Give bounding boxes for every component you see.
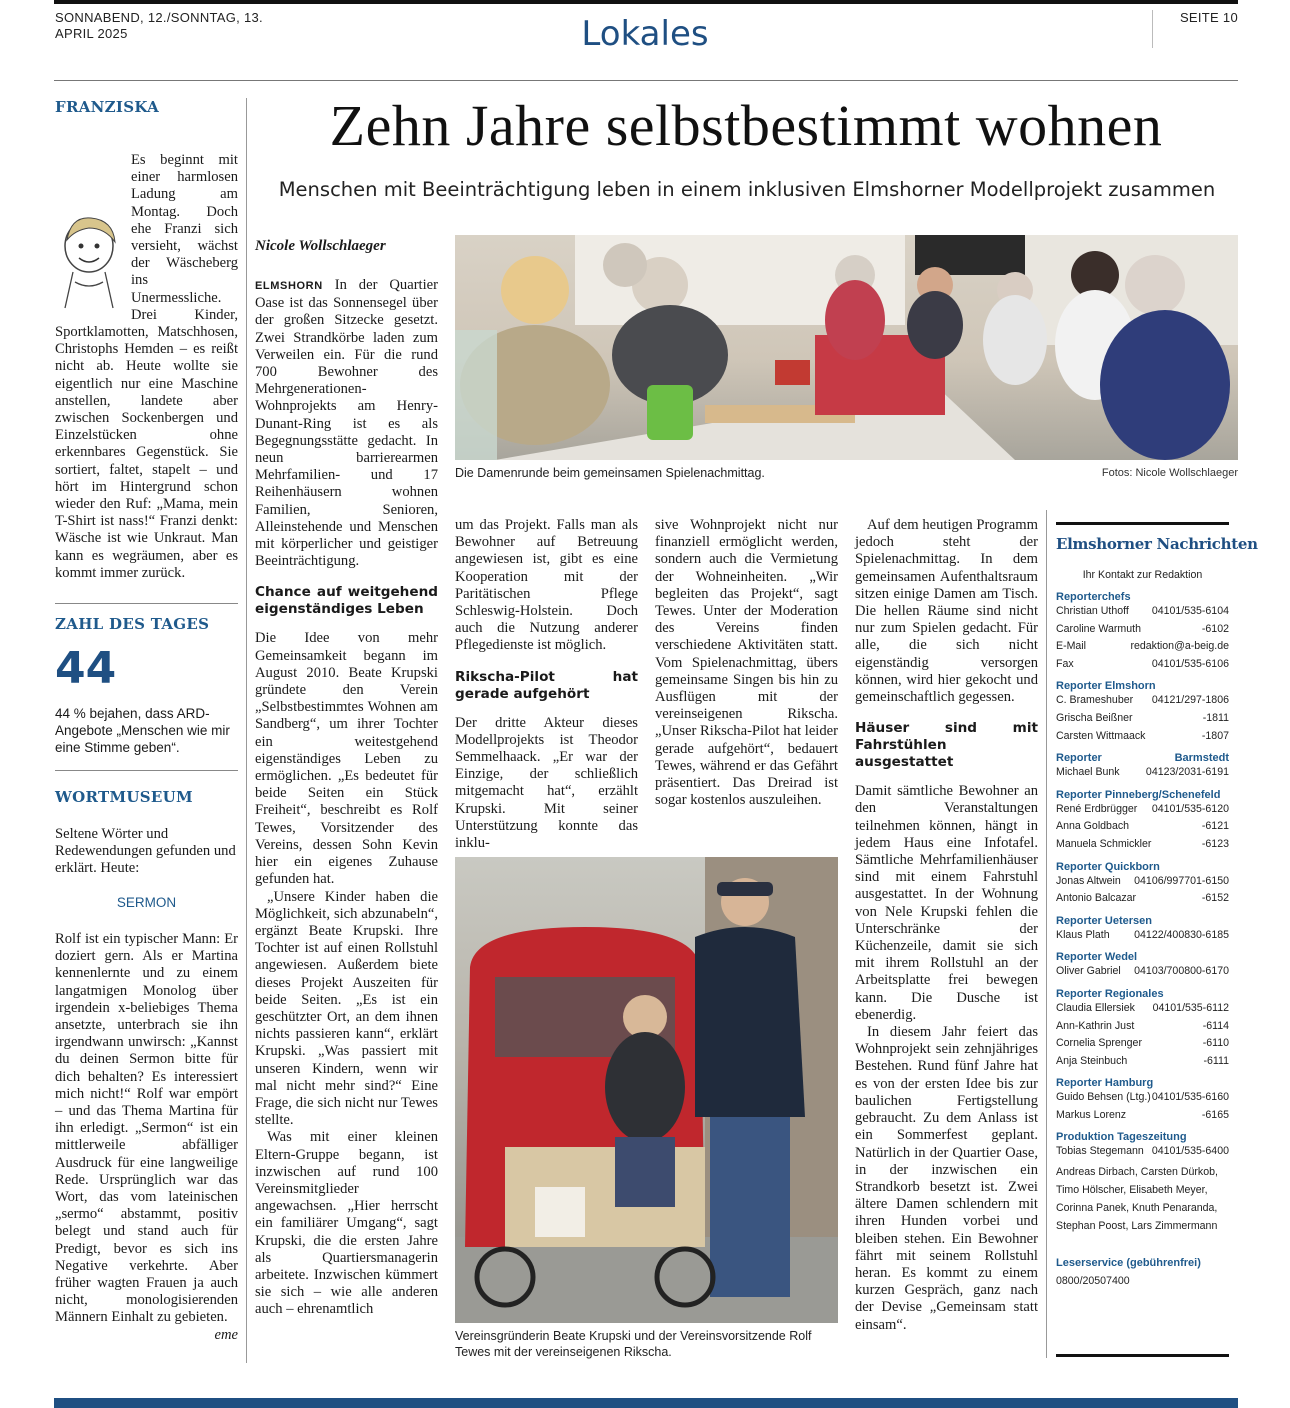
contact-phone: 04123/2031-6191 [1145,766,1229,779]
contact-bottom-rule [1056,1354,1229,1357]
contact-name: E-Mail [1056,640,1087,653]
contact-row [1056,927,1229,945]
contact-category-label: Reporter Elmshorn [1056,680,1156,693]
col3-paragraph-1: sive Wohnprojekt nicht nur finanziell ermöglicht werden, sondern auch die Vermietung der Wohneinheiten. „Wir begleiten das Projekt“, sagt Tewes. Unter der Moderation des Vereins finden verschiedene Aktivitäten statt. Vom Spielenachmittag, übers gemeinsame Singen bis hin zu Ausflügen mit der vereinseigenen Rikscha. „Unser Rikscha-Pilot hat leider gerade aufgehört“, bedauert Tewes, während er das Gefährt präsentiert. Das Dreirad ist sogar kostenlos auszuleihen. [655,517,838,809]
zahl-title: ZAHL DES TAGES [55,615,210,633]
contact-row [1056,692,1229,710]
contact-category-label: Reporterchefs [1056,591,1131,603]
caricature-icon [55,210,125,310]
contact-row [1056,801,1229,819]
contact-row [1056,710,1229,728]
contact-name: René Erdbrügger [1056,802,1138,815]
contact-name: Caroline Warmuth [1056,622,1141,635]
photo-rikscha [455,857,838,1323]
contact-name: Guido Behsen (Ltg.) [1056,1091,1151,1104]
col2-paragraph-1: um das Projekt. Falls man als Bewohner auf Betreuung angewiesen ist, gibt es eine Kooperation mit der Paritätischen Pflege Schleswig-Holstein. Doch auch die Nutzung anderer Pflegedienste ist möglich. [455,517,638,654]
contact-row [1056,873,1229,891]
col2-paragraph-2: Der dritte Akteur dieses Modellprojekts ist Theodor Semmelhaack. „Er war der Einzige, der schließlich mitgemacht hat“, erzählt Krupski. Mit seiner Unterstützung konnte das inklu- [455,714,638,852]
sidebar-rule-1 [55,603,238,604]
contact-name: Carsten Wittmaack [1056,729,1146,742]
contact-name: Anna Goldbach [1056,820,1130,833]
contact-name: Christian Uthoff [1056,605,1129,617]
contact-row [1056,1000,1229,1018]
contact-phone: -1807 [1201,729,1229,742]
article-author: Nicole Wollschlaeger [255,238,386,254]
contact-box [1056,535,1258,1291]
contact-row [1056,818,1229,836]
photo-rikscha-image [455,857,838,1323]
contact-category [1056,752,1229,764]
contact-category-label: Reporter Quickborn [1056,860,1160,873]
contact-row [1056,603,1229,621]
contact-category-label: Reporter Uetersen [1056,914,1152,927]
sidebar-divider [246,98,247,1363]
service-phone: 0800/20507400 [1056,1275,1130,1288]
contact-phone: 04101/535-6120 [1151,802,1229,815]
subhead-rikscha: Rikscha-Pilot hat gerade aufgehört [455,668,638,702]
contact-category [1056,1077,1229,1089]
article-col-1 [255,277,438,1319]
header-rule [54,80,1238,81]
contact-phone: 04103/700800-6170 [1134,965,1229,978]
contact-category [1056,951,1229,963]
contact-name: Michael Bunk [1056,766,1120,779]
contact-phone: -6121 [1201,820,1229,833]
contact-name: Fax [1056,657,1074,670]
col4-paragraph-3: In diesem Jahr feiert das Wohnprojekt sein zehnjähriges Bestehen. Rund fünf Jahre hat es von der ersten Idee bis zur baulichen Fertigstellung gebraucht. Zu dem Anlass ist ein Sommerfest geplant. Natürlich in der Quartier Oase, in der inzwischen ein Strandkorb besetzt ist. Zwei ältere Damen schlendern mit ihren Hunden vorbei und bleiben stehen. Ein Bewohner fährt mit seinem Rollstuhl heran. Es kommt zu einem kurzen Gespräch, ganz nach der Devise „Gemeinsam statt einsam“. [855,1024,1038,1333]
contact-top-rule [1056,522,1229,525]
contact-phone: -6110 [1202,1037,1229,1050]
contact-category [1056,861,1229,873]
contact-phone: -1811 [1202,711,1229,724]
contact-name: Cornelia Sprenger [1056,1037,1142,1050]
wortmuseum-title: WORTMUSEUM [55,788,193,806]
contact-phone: 04101/535-6104 [1151,605,1229,617]
contact-phone: 04101/535-6106 [1151,657,1229,670]
wortmuseum-body: Rolf ist ein typischer Mann: Er doziert gern. Als er Martina kennenlernte und zu einem langatmigen Monolog über irgendein x-beliebiges Thema ansetzte, unterbrach sie ihn irgendwann unwirsch: „Kannst du deinen Sermon bitte für dich behalten? Es interessiert mich nicht!“ Rolf war empört – und das Thema Martina für ihn erledigt. „Sermon“ ist ein mittlerweile abfälliger Ausdruck für eine langweilige Rede. Ursprünglich war das Wort, das vom lateinischen „sermo“ abstammt, positiv belegt und stand auch für Predigt, bevor es sich ins Negative verkehrte. Aber früher wagten Frauen ja auch nicht, monologisierenden Männern Einhalt zu gebieten. [55,931,238,1326]
contact-name: Antonio Balcazar [1056,892,1137,905]
contact-name: Jonas Altwein [1056,874,1121,887]
bottom-bar [54,1398,1238,1408]
article-col-2 [455,517,638,852]
subhead-haeuser: Häuser sind mit Fahrstühlen ausgestattet [855,720,1038,771]
contact-category [1056,591,1229,603]
subhead-chance: Chance auf weitgehend eigenständiges Leben [255,584,438,618]
contact-row [1056,1053,1229,1071]
contact-category [1056,1131,1229,1143]
contact-row [1056,621,1229,639]
contact-name: Ann-Kathrin Just [1056,1019,1135,1032]
top-rule [54,0,1238,4]
contact-phone: 04121/297-1806 [1151,694,1229,707]
contact-logo: Elmshorner Nachrichten [1056,535,1258,553]
contact-phone: redaktion@a-beig.de [1130,640,1229,653]
contact-phone: -6152 [1201,892,1229,905]
franziska-text [55,152,238,582]
contact-name: Anja Steinbuch [1056,1054,1128,1067]
wortmuseum-word: SERMON [116,895,177,910]
photo2-caption: Vereinsgründerin Beate Krupski und der Vereinsvorsitzende Rolf Tewes mit der vereinseigenen Rikscha. [455,1329,812,1359]
contact-row [1056,1089,1229,1107]
contact-row [1056,728,1229,746]
contact-row [1056,1107,1229,1125]
col4-paragraph-2: Damit sämtliche Bewohner an den Veranstaltungen teilnehmen können, hängt in jedem Haus eine Infotafel. Sämtliche Mehrfamilienhäuser sind mit einem Fahrstuhl ausgestattet. In der Wohnung von Nele Krupski fehlen die Unterschränke der Küchenzeile, damit sie sich mit ihrem Rollstuhl an der Arbeitsplatte frei bewegen kann. Die Dusche ist ebenerdig. [855,783,1038,1023]
col1-paragraph-3: „Unsere Kinder haben die Möglichkeit, sich abzunabeln“, ergänzt Beate Krupski. Ihre Tochter ist auf einen Rollstuhl angewiesen. Außerdem biete dieses Projekt Auszeiten für beide Seiten. „Es ist ein geschützter Ort, an dem ihnen nichts passieren kann“, erklärt Krupski. „Was passiert mit unseren Kindern, wenn wir mal nicht mehr sind?“ Eine Frage, die sich nicht nur Tewes stellte. [255,888,438,1129]
col1-paragraph-4: Was mit einer kleinen Eltern-Gruppe begann, ist inzwischen auf rund 100 Vereinsmitglieder angewachsen. „Hier herrscht ein familiärer Umgang“, sagt Krupski, die die ersten Jahre als Quartiersmanagerin arbeitete. Inzwischen kümmert sie sich – wie alle anderen auch – ehrenamtlich [255,1129,438,1318]
contact-row [1056,656,1229,674]
contact-category [1056,988,1229,1000]
issue-date: SONNABEND, 12./SONNTAG, 13. APRIL 2025 [55,10,263,41]
contact-name: Claudia Ellersiek [1056,1001,1135,1014]
wortmuseum-intro: Seltene Wörter und Redewendungen gefunden und erklärt. Heute: [55,826,236,877]
contact-row [1056,836,1229,854]
article-col-4 [855,517,1038,1334]
contact-name: Tobias Stegemann [1056,1145,1144,1158]
contact-phone: 04101/535-6160 [1151,1091,1229,1104]
contact-phone: -6114 [1202,1019,1229,1032]
franziska-caricature [55,210,125,318]
franziska-body: Es beginnt mit einer harmlosen Ladung am Montag. Doch ehe Franzi sich versieht, wächst der Wäscheberg ins Unermessliche. Drei Kinder, Sportklamotten, Matschhosen, Christophs Hemden – es reißt nicht ab. Heute wollte sie eigentlich nur eine Maschine anstellen, landete aber zwischen Sockenbergen und Einzelstücken ohne erkennbares Gegenstück. Sie sortiert, faltet, stapelt – und hört im Hintergrund schon wieder den Ruf: „Mama, mein T-Shirt ist nass!“ Franzi denkt: Wäsche ist wie Unkraut. Man kann es wegräumen, aber es kommt immer zurück. [55,152,238,581]
section-title: Lokales [581,14,709,54]
contact-category [1056,680,1229,692]
contact-category-label: Reporter Pinneberg/Schenefeld [1056,788,1221,801]
contact-row [1056,1035,1229,1053]
contact-phone: -6102 [1201,622,1229,635]
dateline: ELMSHORN [255,280,323,292]
photo-damenrunde [455,235,1238,460]
photo-damenrunde-image [455,235,1238,460]
contact-row [1056,890,1229,908]
article-col-3 [655,517,838,809]
article-headline: Zehn Jahre selbstbestimmt wohnen [329,93,1163,158]
col1-paragraph-2: Die Idee von mehr Gemeinsamkeit begann im August 2010. Beate Krupski gründete den Verein „Selbstbestimmtes Wohnen am Sandberg“, um ihrer Tochter ein weitestgehend eigenständiges Leben zu ermöglichen. „Es bedeutet für beide Seiten ein Stück Freiheit“, beschreibt es Rolf Tewes, Vorsitzender des Vereins, dessen Sohn Kevin hier ein eigenes Zuhause gefunden hat. [255,630,438,888]
contact-category [1056,789,1229,801]
contact-row [1056,963,1229,981]
contact-phone: 04106/997701-6150 [1134,874,1229,887]
zahl-number: 44 [55,643,117,694]
contact-name: Oliver Gabriel [1056,965,1121,978]
sidebar-rule-2 [55,770,238,771]
contact-category-label: Reporter Wedel [1056,951,1138,964]
contact-phone: -6165 [1201,1108,1229,1121]
contact-phone: 04101/535-6400 [1151,1145,1229,1158]
zahl-text: 44 % bejahen, dass ARD-Angebote „Menschen wie mir eine Stimme geben“. [55,706,230,755]
contact-name: Manuela Schmickler [1056,837,1152,850]
contact-category-label: Reporter Hamburg [1056,1077,1154,1090]
col4-paragraph-1: Auf dem heutigen Programm jedoch steht der Spielenachmittag. In dem gemeinsamen Aufenthaltsraum sitzen einige Damen am Tisch. Die hellen Räume sind nicht nur zum Spielen gedacht. Für alle, die sich nicht eigenständig versorgen können, wird hier gekocht und gemeinschaftlich gegessen. [855,517,1038,706]
contact-name: Markus Lorenz [1056,1108,1127,1121]
contact-divider [1046,510,1047,1358]
contact-category-right: Barmstedt [1174,752,1229,765]
contact-row [1056,764,1229,782]
wortmuseum-text [55,931,238,1344]
contact-phone: -6111 [1203,1054,1229,1067]
page-number: SEITE 10 [1152,10,1238,48]
contact-name: Grischa Beißner [1056,711,1133,724]
contact-groups [1056,591,1229,1161]
col1-paragraph-1 [255,277,438,570]
contact-name: C. Brameshuber [1056,694,1134,707]
contact-row [1056,638,1229,656]
contact-subtitle: Ihr Kontakt zur Redaktion [1082,569,1203,581]
wortmuseum-sign: eme [214,1326,238,1343]
contact-category-label: Reporter Regionales [1056,987,1164,1000]
col1-p1-text: In der Quartier Oase ist das Sonnensegel über der großen Sitzecke gesetzt. Zwei Strandkörbe laden zum Verweilen ein. Für die rund 700 Bewohner des Mehrgenerationen-Wohnprojekts am Henry-Dunant-Ring ist es als Begegnungsstätte gedacht. In neun barrierearmen Mehrfamilien- und 17 Reihenhäusern wohnen Familien, Senioren, Alleinstehende und Menschen mit körperlicher und geistiger Beeinträchtigung. [255,277,438,570]
service-title: Leserservice (gebührenfrei) [1056,1257,1201,1270]
contact-row [1056,1143,1229,1161]
contact-row [1056,1018,1229,1036]
contact-phone: 04122/400830-6185 [1134,928,1229,941]
photo1-caption: Die Damenrunde beim gemeinsamen Spielenachmittag. [455,466,765,480]
contact-phone: 04101/535-6112 [1152,1001,1229,1014]
contact-name: Klaus Plath [1056,928,1110,941]
article-subheadline: Menschen mit Beeinträchtigung leben in einem inklusiven Elmshorner Modellprojekt zusammen [278,178,1216,201]
franziska-title: FRANZISKA [55,98,160,116]
contact-category [1056,915,1229,927]
contact-phone: -6123 [1201,837,1229,850]
production-names: Andreas Dirbach, Carsten Dürkob, Timo Hölscher, Elisabeth Meyer, Corinna Panek, Knuth Penaranda, Stephan Poost, Lars Zimmermann [1056,1166,1218,1233]
contact-category-label: Produktion Tageszeitung [1056,1131,1187,1144]
photo1-credit: Fotos: Nicole Wollschlaeger [1101,467,1238,479]
contact-category-label: Reporter [1056,752,1102,765]
